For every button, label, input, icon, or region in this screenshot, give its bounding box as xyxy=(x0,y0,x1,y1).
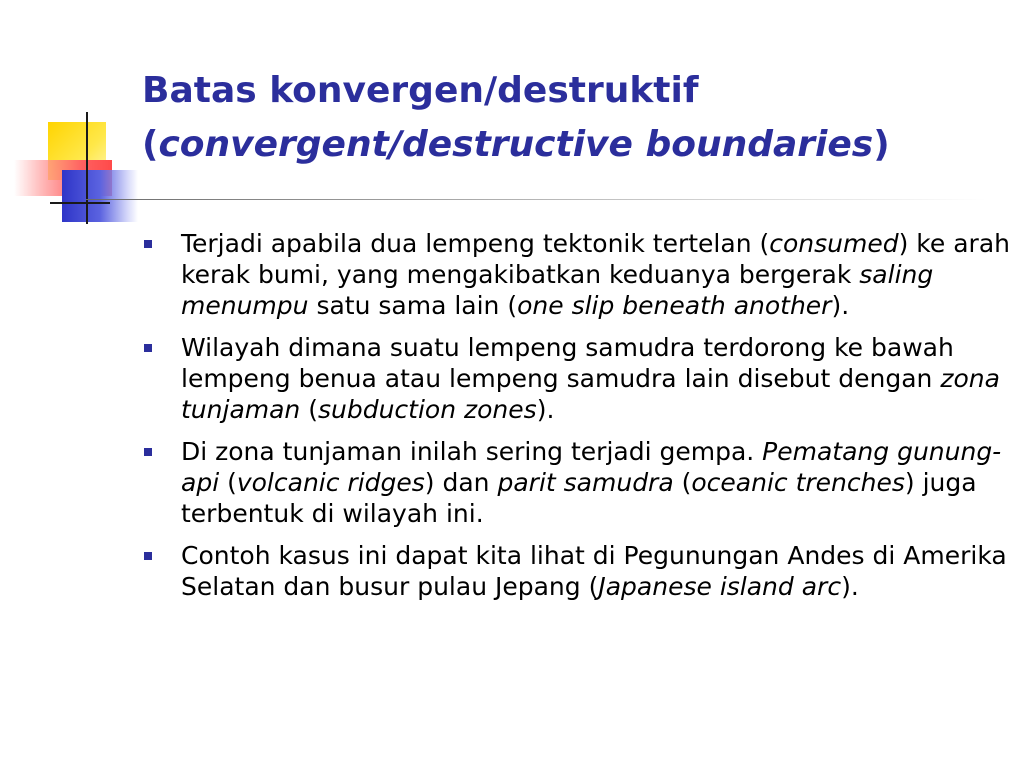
italic-text: subduction zones xyxy=(317,395,537,424)
bullet-text: ) juga terbentuk di wilayah ini. xyxy=(181,468,977,528)
title-italic: convergent/destructive boundaries xyxy=(158,124,874,165)
bullet-text: ) ke arah kerak bumi, yang mengakibatkan keduanya bergerak xyxy=(181,229,1010,289)
italic-text: one slip beneath another xyxy=(517,291,832,320)
bullet-text: Wilayah dimana suatu lempeng samudra terdorong ke bawah lempeng benua atau lempeng samudra lain disebut dengan xyxy=(181,333,954,393)
title-open-paren: ( xyxy=(142,124,159,165)
bullet-text: Contoh kasus ini dapat kita lihat di Pegunungan Andes di Amerika Selatan dan busur pulau Jepang ( xyxy=(181,541,1007,601)
logo-horizontal-line xyxy=(50,202,110,204)
bullet-text: Di zona tunjaman inilah sering terjadi gempa. xyxy=(181,437,763,466)
bullet-text: ( xyxy=(219,468,237,497)
bullet-item xyxy=(140,332,1010,425)
bullet-text: satu sama lain ( xyxy=(308,291,518,320)
italic-text: consumed xyxy=(769,229,899,258)
square-bullet-icon xyxy=(144,240,152,248)
italic-text: zona tunjaman xyxy=(181,364,1000,424)
italic-text: oceanic trenches xyxy=(691,468,905,497)
bullet-item xyxy=(140,228,1010,321)
bullet-text: ). xyxy=(536,395,555,424)
square-bullet-icon xyxy=(144,344,152,352)
square-bullet-icon xyxy=(144,448,152,456)
title-line-1: Batas konvergen/destruktif xyxy=(142,70,699,111)
bullet-text: Terjadi apabila dua lempeng tektonik tertelan ( xyxy=(181,229,770,258)
bullet-text: ). xyxy=(831,291,850,320)
bullet-list xyxy=(140,228,1010,613)
bullet-text: ( xyxy=(300,395,318,424)
italic-text: Japanese island arc xyxy=(598,572,842,601)
title-underline-rule xyxy=(86,199,986,200)
italic-text: saling menumpu xyxy=(181,260,934,320)
logo-blue-square xyxy=(62,170,138,222)
italic-text: parit samudra xyxy=(497,468,674,497)
bullet-text: ) dan xyxy=(424,468,498,497)
slide-title xyxy=(142,64,1012,172)
bullet-text: ( xyxy=(673,468,692,497)
square-bullet-icon xyxy=(144,552,152,560)
bullet-item xyxy=(140,540,1010,602)
italic-text: volcanic ridges xyxy=(236,468,425,497)
bullet-text: ). xyxy=(841,572,859,601)
logo-vertical-line xyxy=(86,112,88,224)
bullet-item xyxy=(140,436,1010,529)
title-close-paren: ) xyxy=(873,124,890,165)
italic-text: Pematang gunung-api xyxy=(181,437,1002,497)
